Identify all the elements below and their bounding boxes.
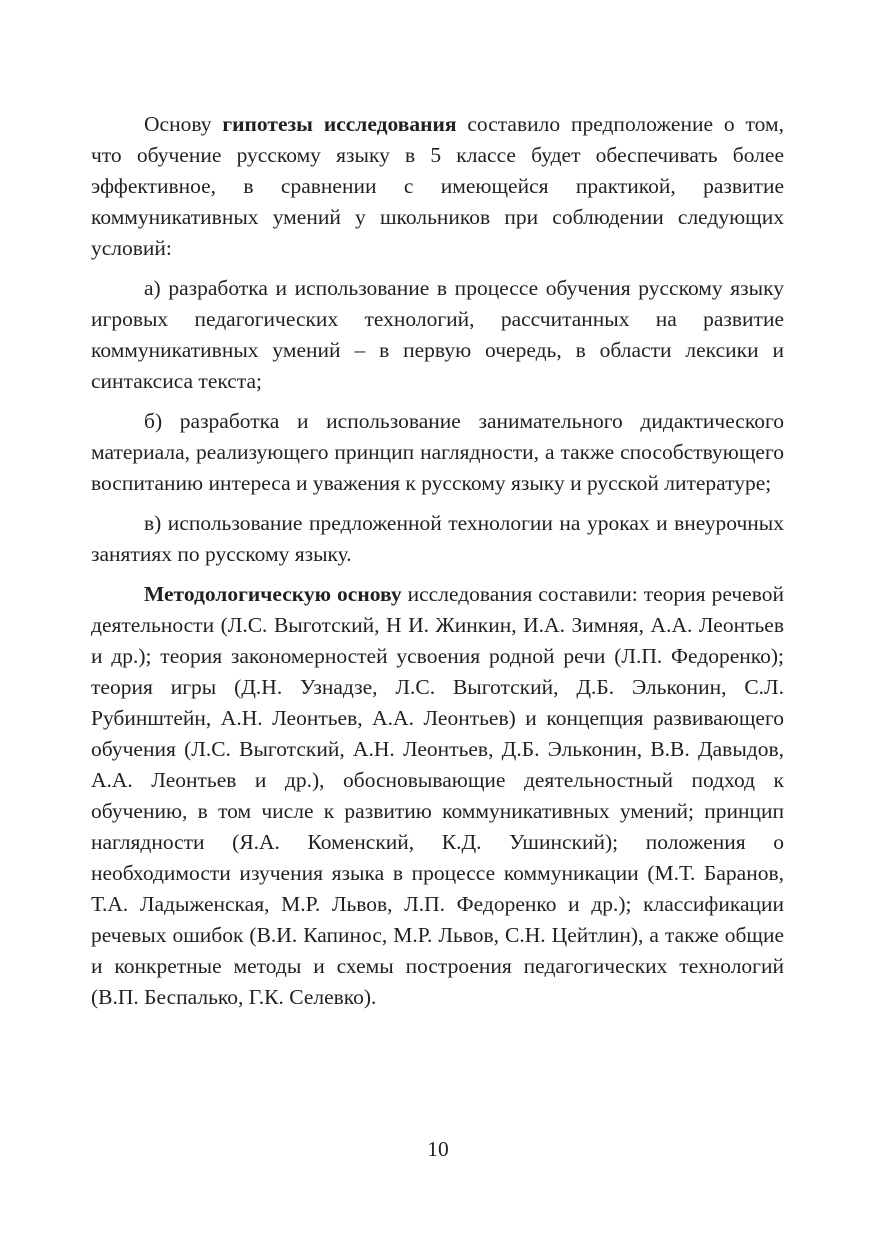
- methodology-term: Методологическую основу: [144, 582, 402, 606]
- hypothesis-text: составило предположение о том, что обучение русскому языку в 5 классе будет обеспечивать более эффективное, в сравнении с имеющейся практикой, развитие коммуникативных умений у школьников при соблюдении следующих условий:: [91, 112, 784, 260]
- condition-a-paragraph: а) разработка и использование в процессе обучения русскому языку игровых педагогических технологий, рассчитанных на развитие коммуникативных умений – в первую очередь, в области лексики и синтаксиса текста;: [91, 276, 784, 393]
- condition-c-paragraph: в) использование предложенной технологии на уроках и внеурочных занятиях по русскому языку.: [91, 511, 784, 566]
- methodology-paragraph: [91, 579, 784, 1013]
- hypothesis-term: гипотезы исследования: [222, 112, 457, 136]
- body-text: [91, 109, 784, 1022]
- hypothesis-lead: Основу: [144, 112, 223, 136]
- condition-b-paragraph: б) разработка и использование занимательного дидактического материала, реализующего принцип наглядности, а также способствующего воспитанию интереса и уважения к русскому языку и русской литературе;: [91, 409, 784, 495]
- page-number: 10: [427, 1137, 449, 1161]
- hypothesis-paragraph: [91, 109, 784, 264]
- methodology-text: исследования составили: теория речевой деятельности (Л.С. Выготский, Н И. Жинкин, И.А. Зимняя, А.А. Леонтьев и др.); теория закономерностей усвоения родной речи (Л.П. Федоренко); теория игры (Д.Н. Узнадзе, Л.С. Выготский, Д.Б. Эльконин, С.Л. Рубинштейн, А.Н. Леонтьев, А.А. Леонтьев) и концепция развивающего обучения (Л.С. Выготский, А.Н. Леонтьев, Д.Б. Эльконин, В.В. Давыдов, А.А. Леонтьев и др.), обосновывающие деятельностный подход к обучению, в том числе к развитию коммуникативных умений; принцип наглядности (Я.А. Коменский, К.Д. Ушинский); положения о необходимости изучения языка в процессе коммуникации (М.Т. Баранов, Т.А. Ладыженская, М.Р. Львов, Л.П. Федоренко и др.); классификации речевых ошибок (В.И. Капинос, М.Р. Львов, С.Н. Цейтлин), а также общие и конкретные методы и схемы построения педагогических технологий (В.П. Беспалько, Г.К. Селевко).: [91, 582, 784, 1009]
